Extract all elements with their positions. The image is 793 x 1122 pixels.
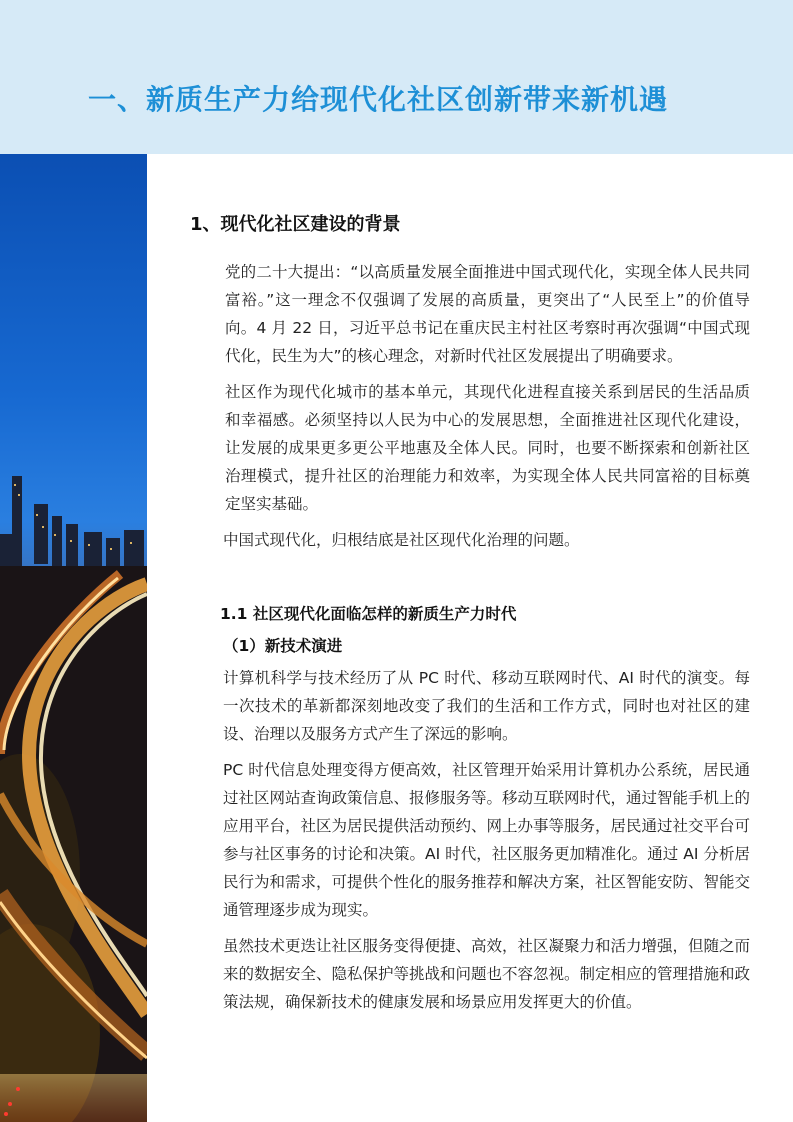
section-heading: 1、现代化社区建设的背景 — [190, 214, 401, 235]
subsection-heading: 1.1 社区现代化面临怎样的新质生产力时代 — [220, 605, 517, 623]
header-band — [0, 0, 793, 154]
paragraph: 党的二十大提出：“以高质量发展全面推进中国式现代化，实现全体人民共同富裕。”这一理念不仅强调了发展的高质量，更突出了“人民至上”的价值导向。4 月 22 日，习近平总书记在重庆民主村社区考察时再次强调“中国式现代化，民生为大”的核心理念，对新时代社区发展提出了明确要求。 — [225, 263, 750, 365]
paragraph: 虽然技术更迭让社区服务变得便捷、高效，社区凝聚力和活力增强，但随之而来的数据安全、隐私保护等挑战和问题也不容忽视。制定相应的管理措施和政策法规，确保新技术的健康发展和场景应用发挥更大的价值。 — [223, 937, 751, 1011]
paragraph: 中国式现代化，归根结底是社区现代化治理的问题。 — [223, 531, 580, 549]
subsubsection-heading: （1）新技术演进 — [223, 637, 343, 655]
page-content — [190, 210, 750, 1024]
city-highway-night-photo — [0, 154, 147, 1122]
chapter-title: 一、新质生产力给现代化社区创新带来新机遇 — [88, 83, 669, 116]
paragraph: PC 时代信息处理变得方便高效，社区管理开始采用计算机办公系统，居民通过社区网站查询政策信息、报修服务等。移动互联网时代，通过智能手机上的应用平台，社区为居民提供活动预约、网上办事等服务，居民通过社交平台可参与社区事务的讨论和决策。AI 时代，社区服务更加精准化。通过 AI 分析居民行为和需求，可提供个性化的服务推荐和解决方案，社区智能安防、智能交通管理逐步成为现实。 — [223, 761, 751, 919]
paragraph: 计算机科学与技术经历了从 PC 时代、移动互联网时代、AI 时代的演变。每一次技术的革新都深刻地改变了我们的生活和工作方式，同时也对社区的建设、治理以及服务方式产生了深远的影响。 — [223, 669, 750, 743]
paragraph: 社区作为现代化城市的基本单元，其现代化进程直接关系到居民的生活品质和幸福感。必须坚持以人民为中心的发展思想，全面推进社区现代化建设，让发展的成果更多更公平地惠及全体人民。同时，也要不断探索和创新社区治理模式，提升社区的治理能力和效率，为实现全体人民共同富裕的目标奠定坚实基础。 — [225, 383, 750, 513]
